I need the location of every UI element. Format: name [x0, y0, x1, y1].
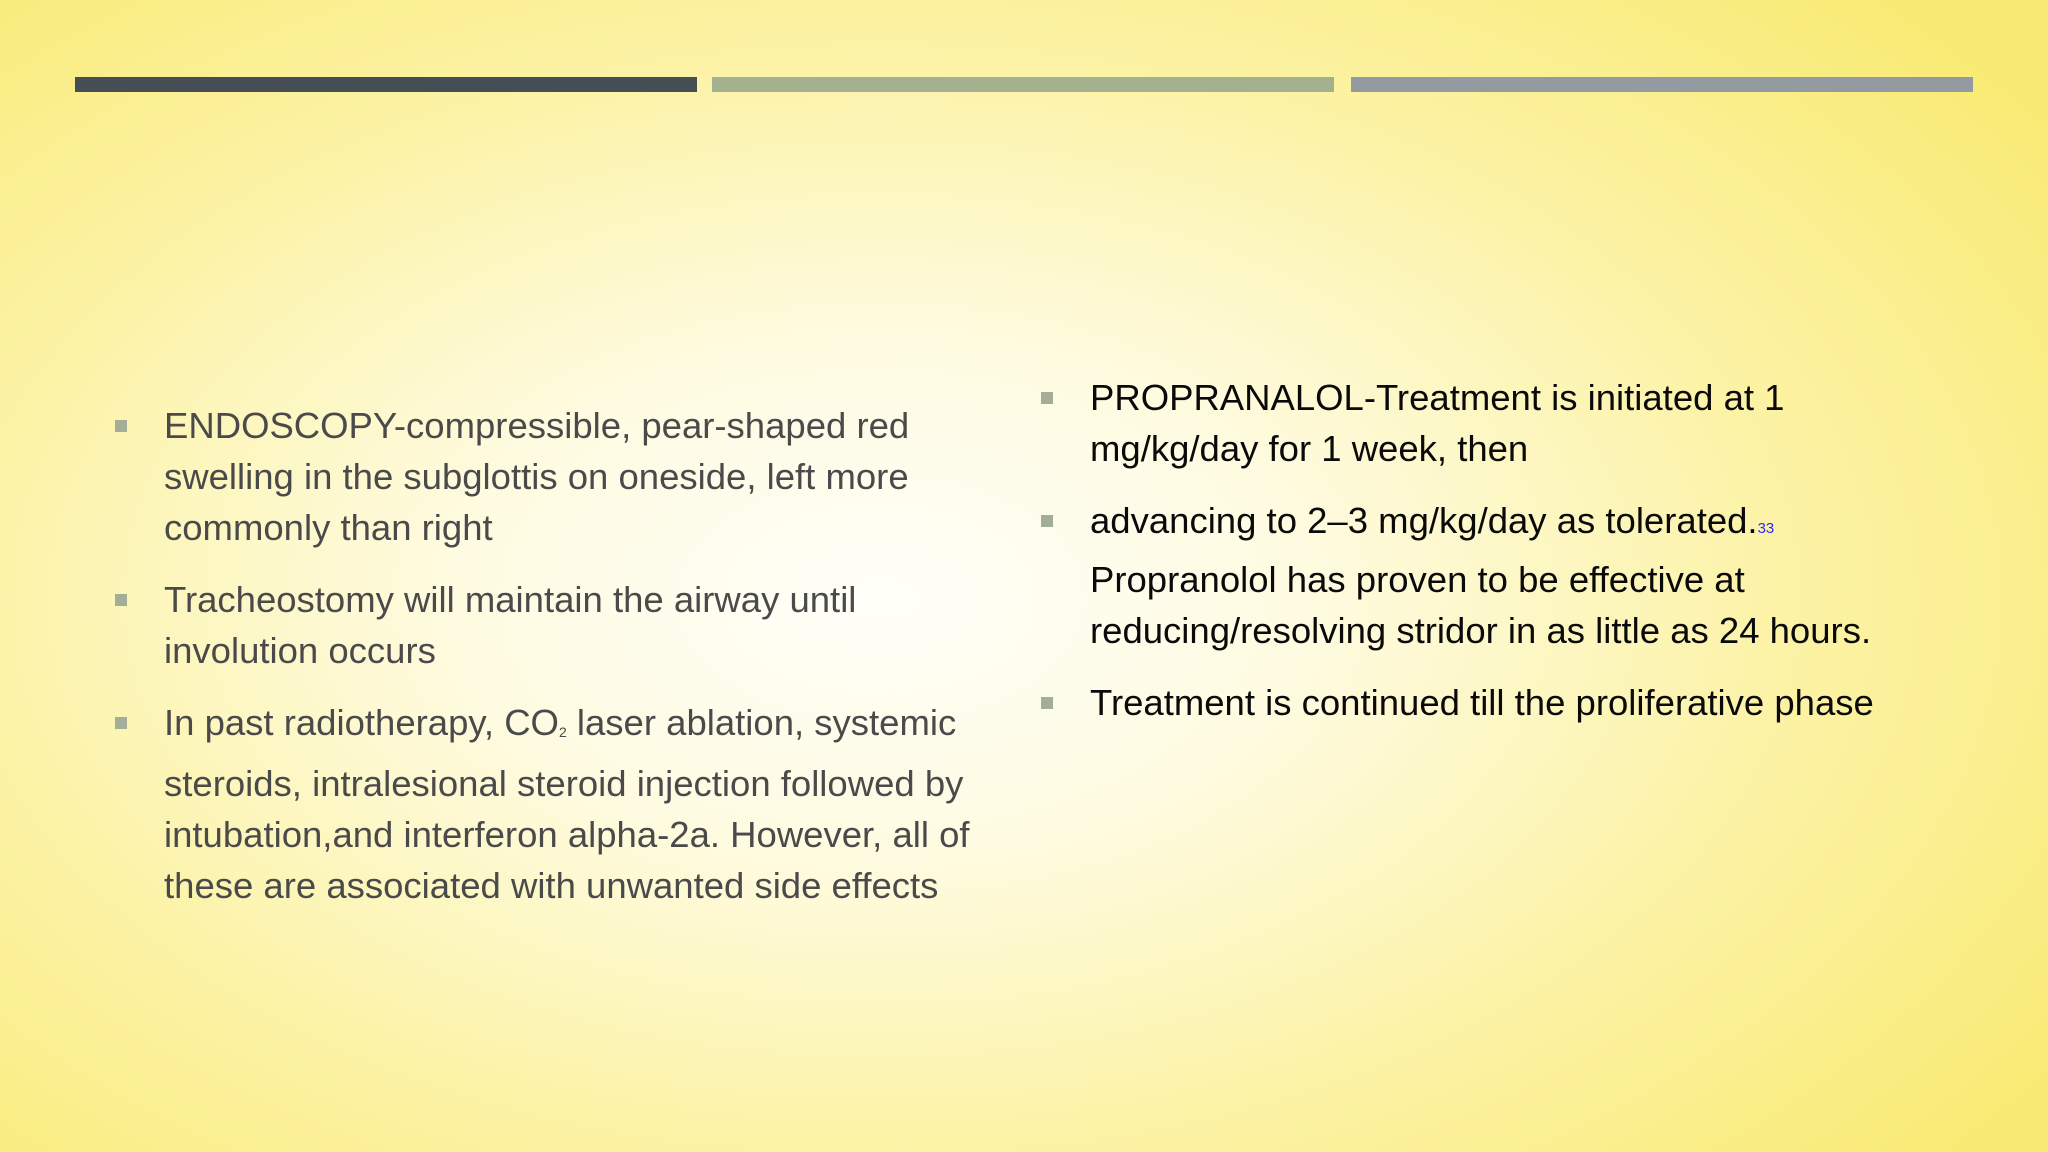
bullet-text: ENDOSCOPY-compressible, pear-shaped red swelling in the subglottis on oneside, left more commonly than right	[164, 405, 910, 548]
bullet-item	[115, 400, 975, 553]
bullet-text	[1090, 500, 1871, 651]
square-bullet-icon	[1041, 392, 1053, 404]
bullet-item	[1041, 495, 1901, 656]
header-bar-gray	[1351, 77, 1973, 92]
bullet-text-start: advancing to 2–3 mg/kg/day as tolerated.	[1090, 500, 1758, 541]
bullet-item	[115, 697, 975, 911]
left-column	[115, 400, 975, 932]
header-bar-green	[712, 77, 1334, 92]
bullet-text-rest: Propranolol has proven to be effective at reducing/resolving stridor in as little as 24 hours.	[1090, 559, 1872, 651]
co2-subscript: 2	[558, 724, 567, 740]
square-bullet-icon	[115, 420, 127, 432]
bullet-text	[164, 702, 970, 906]
square-bullet-icon	[115, 717, 127, 729]
header-bar-dark	[75, 77, 697, 92]
bullet-item	[1041, 372, 1901, 474]
bullet-text: Tracheostomy will maintain the airway until involution occurs	[164, 579, 857, 671]
square-bullet-icon	[1041, 697, 1053, 709]
square-bullet-icon	[115, 594, 127, 606]
bullet-text-rest: laser ablation, systemic steroids, intralesional steroid injection followed by intubation,and interferon alpha-2a. However, all of these are associated with unwanted side effects	[164, 702, 970, 906]
right-column	[1041, 372, 1901, 749]
bullet-item	[115, 574, 975, 676]
square-bullet-icon	[1041, 515, 1053, 527]
reference-link[interactable]: 33	[1757, 520, 1775, 537]
bullet-text: PROPRANALOL-Treatment is initiated at 1 mg/kg/day for 1 week, then	[1090, 377, 1785, 469]
bullet-text-start: In past radiotherapy, CO	[164, 702, 559, 743]
bullet-text: Treatment is continued till the proliferative phase	[1090, 682, 1874, 723]
bullet-item	[1041, 677, 1901, 728]
